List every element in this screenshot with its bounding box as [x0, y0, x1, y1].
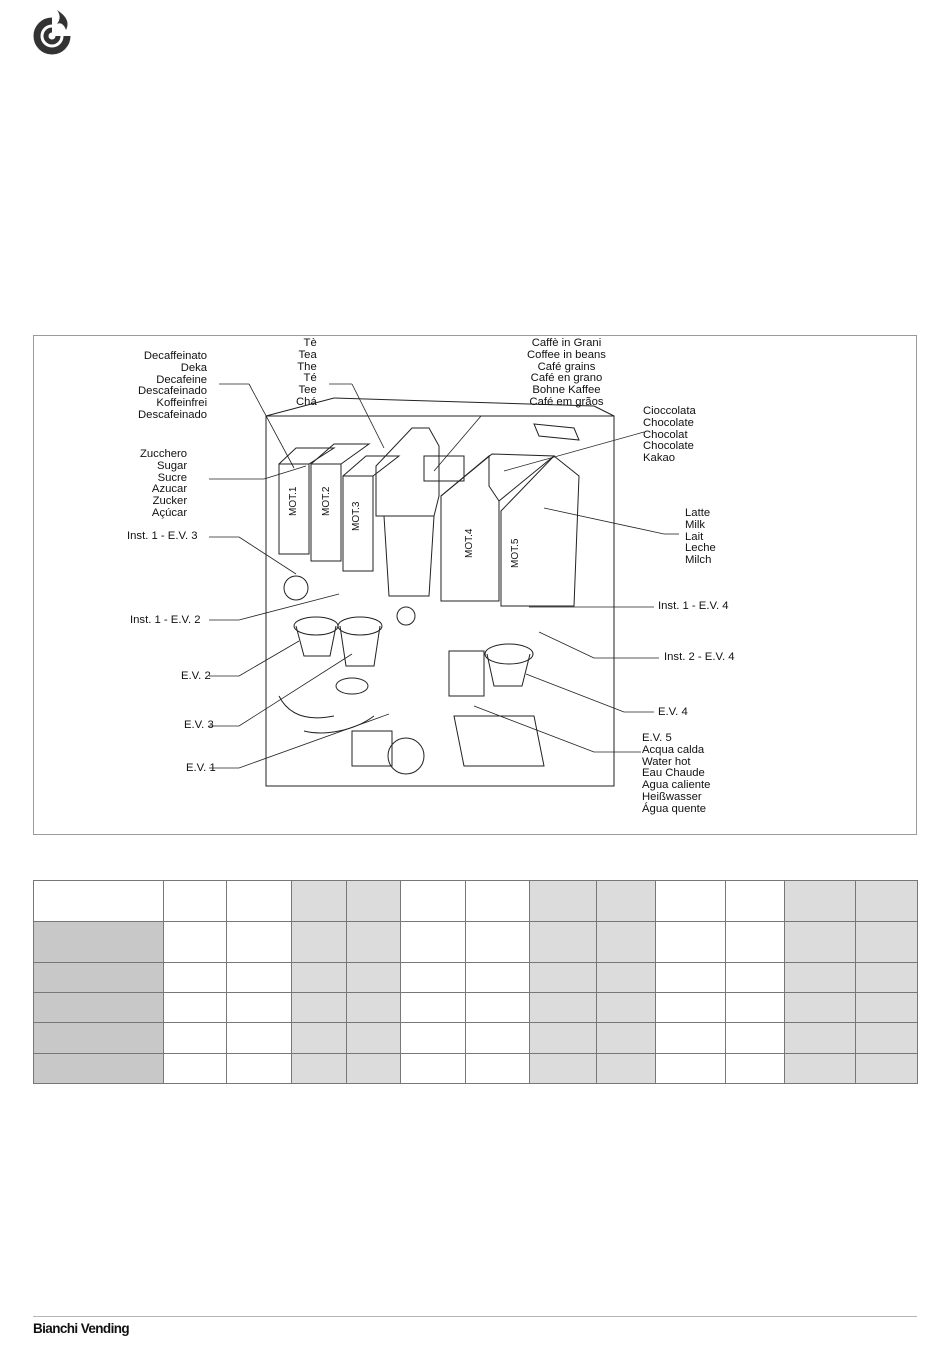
ev4-label: E.V. 4: [658, 706, 688, 718]
table-header-row: [34, 881, 918, 922]
mot1-label: MOT.1: [288, 486, 299, 516]
sugar-label: Zucchero Sugar Sucre Azucar Zucker Açúcar: [140, 448, 188, 519]
table-row: [34, 962, 918, 992]
mot2-label: MOT.2: [321, 486, 332, 516]
table-row: [34, 922, 918, 962]
footer-rule: [33, 1316, 917, 1317]
table-row: [34, 993, 918, 1023]
ev3-label: E.V. 3: [184, 719, 214, 731]
table-row: [34, 1053, 918, 1083]
chocolate-label: Cioccolata Chocolate Chocolat Chocolate Kakao: [643, 405, 696, 465]
tea-label: Tè Tea The Té Tee Chá: [296, 337, 317, 408]
mot3-label: MOT.3: [351, 501, 362, 531]
ev1-label: E.V. 1: [186, 762, 216, 774]
milk-label: Latte Milk Lait Leche Milch: [685, 507, 716, 567]
settings-table: [33, 880, 918, 1084]
ev5-label: E.V. 5 Acqua calda Water hot Eau Chaude Agua caliente Heißwasser Água quente: [642, 732, 711, 815]
inst1-ev4-label: Inst. 1 - E.V. 4: [658, 600, 729, 612]
ev2-label: E.V. 2: [181, 670, 211, 682]
mot4-label: MOT.4: [464, 528, 475, 558]
coffee-beans-label: Caffè in Grani Coffee in beans Café grains Café en grano Bohne Kaffee Café em grãos: [527, 337, 606, 408]
inst2-ev4-label: Inst. 2 - E.V. 4: [664, 651, 735, 663]
mot5-label: MOT.5: [510, 538, 521, 568]
inst1-ev2-label: Inst. 1 - E.V. 2: [130, 614, 201, 626]
table-row: [34, 1023, 918, 1053]
machine-diagram-frame: [33, 335, 917, 835]
bianchi-flame-logo-icon: [30, 8, 74, 56]
decaf-label: Decaffeinato Deka Decafeine Descafeinado Koffeinfrei Descafeinado: [138, 350, 208, 421]
inst1-ev3-label: Inst. 1 - E.V. 3: [127, 530, 198, 542]
brand-footer: Bianchi Vending: [33, 1321, 130, 1336]
